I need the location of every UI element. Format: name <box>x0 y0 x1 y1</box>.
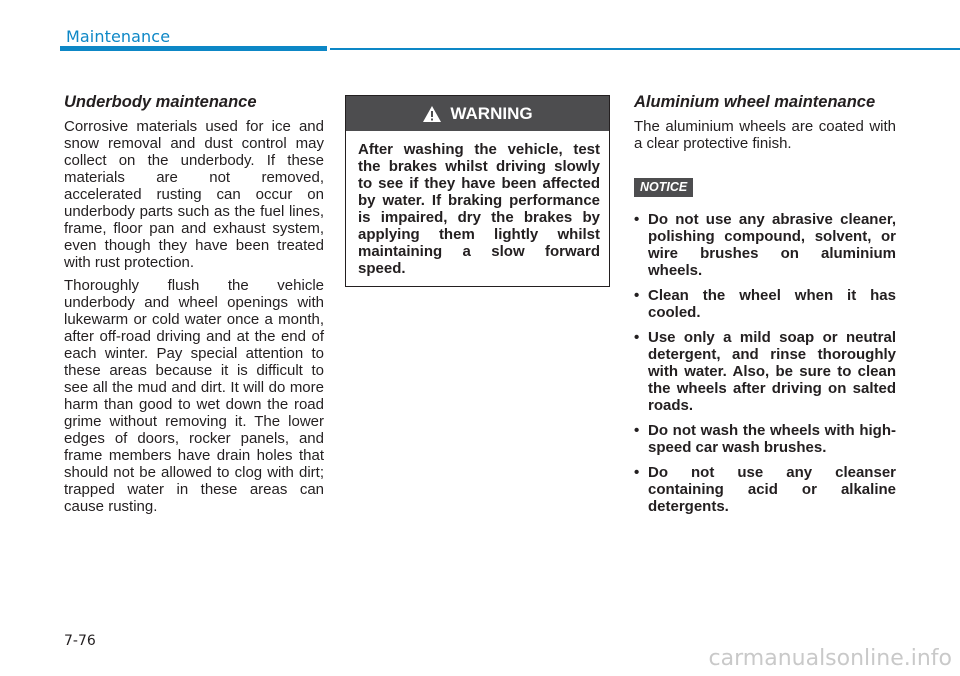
underbody-heading: Underbody maintenance <box>64 93 257 111</box>
warning-header <box>346 96 609 131</box>
header-rule-thick <box>60 46 327 51</box>
warning-label: WARNING <box>450 103 533 123</box>
page-number: 7-76 <box>64 633 96 649</box>
underbody-paragraph-2: Thoroughly flush the vehicle underbody and wheel openings with lukewarm or cold water once a month, after off-road driving and at the end of each winter. Pay special attention to these areas because it is difficult to see all the mud and dirt. It will do more harm than good to wet down the road grime without removing it. The lower edges of doors, rocker panels, and frame members have drain holes that should not be allowed to clog with dirt; trapped water in these areas can cause rusting. <box>64 277 324 515</box>
notice-badge: NOTICE <box>634 178 693 197</box>
warning-text: After washing the vehicle, test the brakes whilst driving slowly to see if they have been affected by water. If braking performance is impaired, dry the brakes by applying them lightly whilst maintaining a slow forward speed. <box>358 141 600 277</box>
notice-item: • Clean the wheel when it has cooled. <box>634 287 896 321</box>
wheel-heading: Aluminium wheel maintenance <box>634 93 876 111</box>
notice-item: • Do not use any cleanser containing acid or alkaline detergents. <box>634 464 896 515</box>
warning-box <box>345 95 610 287</box>
notice-item: • Use only a mild soap or neutral detergent, and rinse thoroughly with water. Also, be sure to clean the wheels after driving on salted roads. <box>634 329 896 414</box>
left-column <box>64 93 324 521</box>
notice-item: • Do not wash the wheels with high-speed car wash brushes. <box>634 422 896 456</box>
notice-list <box>634 211 896 515</box>
watermark: carmanualsonline.info <box>708 646 952 671</box>
underbody-paragraph-1: Corrosive materials used for ice and snow removal and dust control may collect on the underbody. If these materials are not removed, accelerated rusting can occur on underbody parts such as the fuel lines, frame, floor pan and exhaust system, even though they have been treated with rust protection. <box>64 118 324 271</box>
warning-triangle-icon <box>422 105 442 123</box>
right-column <box>634 93 896 523</box>
wheel-intro: The aluminium wheels are coated with a clear protective finish. <box>634 118 896 152</box>
header-rule-thin <box>330 48 960 50</box>
section-title: Maintenance <box>66 27 171 46</box>
notice-item: • Do not use any abrasive cleaner, polishing compound, solvent, or wire brushes on aluminium wheels. <box>634 211 896 279</box>
